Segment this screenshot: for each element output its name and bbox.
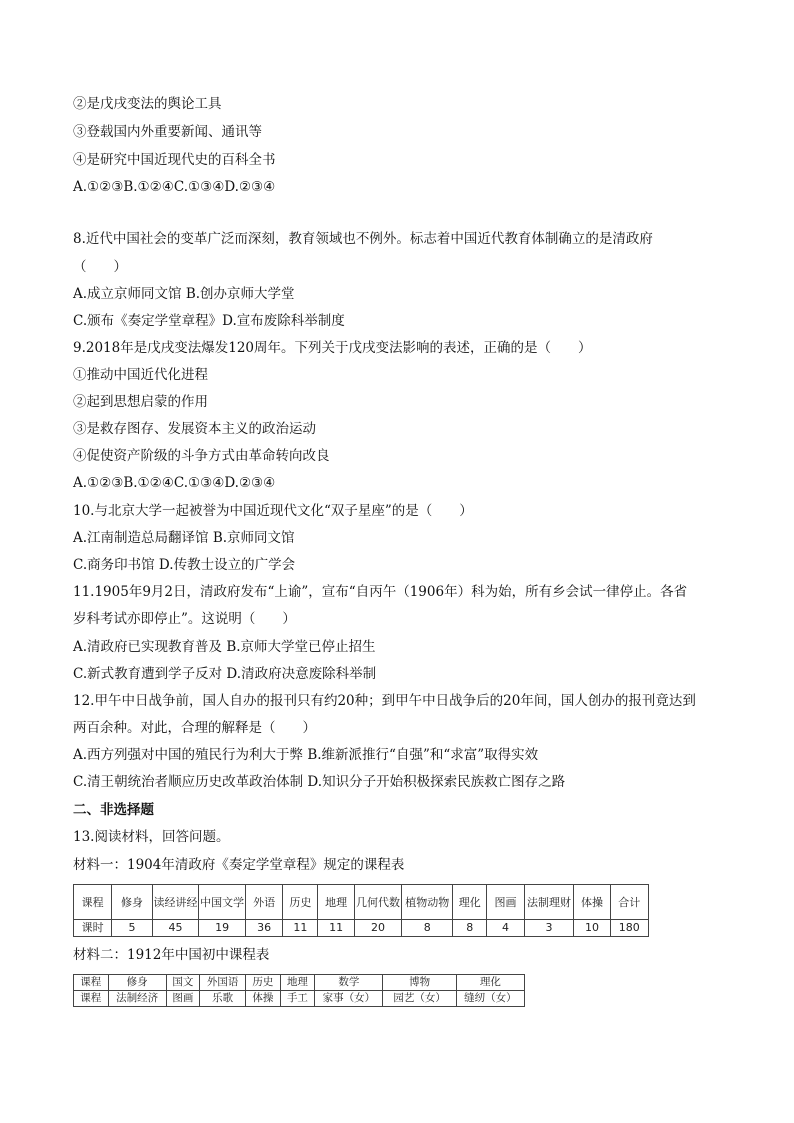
question-8-choices-ab: A.成立京师同文馆 B.创办京师大学堂 bbox=[73, 286, 295, 302]
table-row bbox=[74, 920, 649, 937]
question-12-stem-line2: 两百余种。对此，合理的解释是（ ） bbox=[73, 720, 316, 736]
table-cell: 图画 bbox=[487, 885, 524, 920]
question-9-statement-2: ②起到思想启蒙的作用 bbox=[73, 394, 208, 410]
table-cell: 4 bbox=[487, 920, 524, 937]
table-cell: 36 bbox=[245, 920, 282, 937]
question-10-choices-ab: A.江南制造总局翻译馆 B.京师同文馆 bbox=[73, 530, 295, 546]
question-8-stem: 8.近代中国社会的变革广泛而深刻，教育领域也不例外。标志着中国近代教育体制确立的是清政府 bbox=[73, 231, 653, 247]
table-cell: 3 bbox=[524, 920, 574, 937]
table-cell: 博物 bbox=[383, 975, 456, 991]
table-cell: 修身 bbox=[112, 885, 152, 920]
table-cell: 家事（女） bbox=[315, 991, 383, 1007]
section-heading-non-choice: 二、非选择题 bbox=[73, 802, 154, 818]
table-cell: 10 bbox=[574, 920, 610, 937]
option-statement-3: ③登载国内外重要新闻、通讯等 bbox=[73, 124, 262, 140]
option-statement-2: ②是戊戌变法的舆论工具 bbox=[73, 96, 222, 112]
question-12-choices-cd: C.清王朝统治者顺应历史改革政治体制 D.知识分子开始积极探索民族救亡图存之路 bbox=[73, 774, 566, 790]
question-9-statement-4: ④促使资产阶级的斗争方式由革命转向改良 bbox=[73, 448, 330, 464]
table-cell: 历史 bbox=[283, 885, 318, 920]
table-cell: 读经讲经 bbox=[152, 885, 199, 920]
table-row bbox=[74, 885, 649, 920]
table-cell: 园艺（女） bbox=[383, 991, 456, 1007]
table-cell: 缝纫（女） bbox=[456, 991, 524, 1007]
table-cell: 课程 bbox=[74, 885, 112, 920]
table-cell: 外国语 bbox=[200, 975, 246, 991]
question-11-stem-line1: 11.1905年9月2日，清政府发布“上谕”，宣布“自丙午（1906年）科为始，所有乡会试一律停止。各省 bbox=[73, 584, 688, 600]
question-8-blank: （ ） bbox=[73, 259, 127, 275]
table-cell: 8 bbox=[453, 920, 487, 937]
table-cell: 手工 bbox=[280, 991, 315, 1007]
question-9-statement-3: ③是救存图存、发展资本主义的政治运动 bbox=[73, 421, 316, 437]
option-statement-4: ④是研究中国近现代史的百科全书 bbox=[73, 152, 276, 168]
table-cell: 历史 bbox=[246, 975, 281, 991]
course-hours-table-1904 bbox=[73, 884, 649, 937]
table-cell: 19 bbox=[199, 920, 246, 937]
table-cell: 地理 bbox=[318, 885, 354, 920]
question-10-stem: 10.与北京大学一起被誉为中国近现代文化“双子星座”的是（ ） bbox=[73, 503, 473, 519]
table-cell: 图画 bbox=[166, 991, 200, 1007]
question-12-choices-ab: A.西方列强对中国的殖民行为利大于弊 B.维新派推行“自强”和“求富”取得实效 bbox=[73, 747, 539, 763]
table-cell: 课程 bbox=[74, 991, 109, 1007]
table-row bbox=[74, 991, 525, 1007]
question-12-stem-line1: 12.甲午中日战争前，国人自办的报刊只有约20种；到甲午中日战争后的20年间，国人创办的报刊竟达到 bbox=[73, 693, 696, 709]
material-1-caption: 材料一：1904年清政府《奏定学堂章程》规定的课程表 bbox=[73, 857, 405, 873]
question-9-choices: A.①②③B.①②④C.①③④D.②③④ bbox=[73, 475, 276, 491]
table-cell: 课程 bbox=[74, 975, 109, 991]
table-cell: 理化 bbox=[453, 885, 487, 920]
question-11-choices-ab: A.清政府已实现教育普及 B.京师大学堂已停止招生 bbox=[73, 639, 376, 655]
answer-choices-q7: A.①②③B.①②④C.①③④D.②③④ bbox=[73, 179, 276, 195]
question-10-choices-cd: C.商务印书馆 D.传教士设立的广学会 bbox=[73, 557, 296, 573]
table-cell: 修身 bbox=[108, 975, 166, 991]
table-cell: 8 bbox=[402, 920, 453, 937]
table-cell: 11 bbox=[318, 920, 354, 937]
course-table-1912 bbox=[73, 974, 525, 1007]
table-cell: 植物动物 bbox=[402, 885, 453, 920]
table-row bbox=[74, 975, 525, 991]
table-cell: 体操 bbox=[246, 991, 281, 1007]
table-cell: 课时 bbox=[74, 920, 112, 937]
table-cell: 地理 bbox=[280, 975, 315, 991]
table-cell: 5 bbox=[112, 920, 152, 937]
table-cell: 11 bbox=[283, 920, 318, 937]
material-2-caption: 材料二：1912年中国初中课程表 bbox=[73, 947, 270, 963]
table-cell: 几何代数 bbox=[354, 885, 402, 920]
question-9-stem: 9.2018年是戊戌变法爆发120周年。下列关于戊戌变法影响的表述，正确的是（ ） bbox=[73, 340, 592, 356]
question-11-choices-cd: C.新式教育遭到学子反对 D.清政府决意废除科举制 bbox=[73, 666, 377, 682]
table-cell: 中国文学 bbox=[199, 885, 246, 920]
table-cell: 180 bbox=[610, 920, 648, 937]
table-cell: 45 bbox=[152, 920, 199, 937]
table-cell: 法制理财 bbox=[524, 885, 574, 920]
table-cell: 合计 bbox=[610, 885, 648, 920]
table-cell: 体操 bbox=[574, 885, 610, 920]
table-cell: 理化 bbox=[456, 975, 524, 991]
question-8-choices-cd: C.颁布《奏定学堂章程》D.宣布废除科举制度 bbox=[73, 313, 345, 329]
question-13-stem: 13.阅读材料，回答问题。 bbox=[73, 829, 230, 845]
table-cell: 20 bbox=[354, 920, 402, 937]
table-cell: 外语 bbox=[245, 885, 282, 920]
table-cell: 国文 bbox=[166, 975, 200, 991]
table-cell: 法制经济 bbox=[108, 991, 166, 1007]
table-cell: 乐歌 bbox=[200, 991, 246, 1007]
table-cell: 数学 bbox=[315, 975, 383, 991]
question-11-stem-line2: 岁科考试亦即停止”。这说明（ ） bbox=[73, 611, 296, 627]
question-9-statement-1: ①推动中国近代化进程 bbox=[73, 367, 208, 383]
